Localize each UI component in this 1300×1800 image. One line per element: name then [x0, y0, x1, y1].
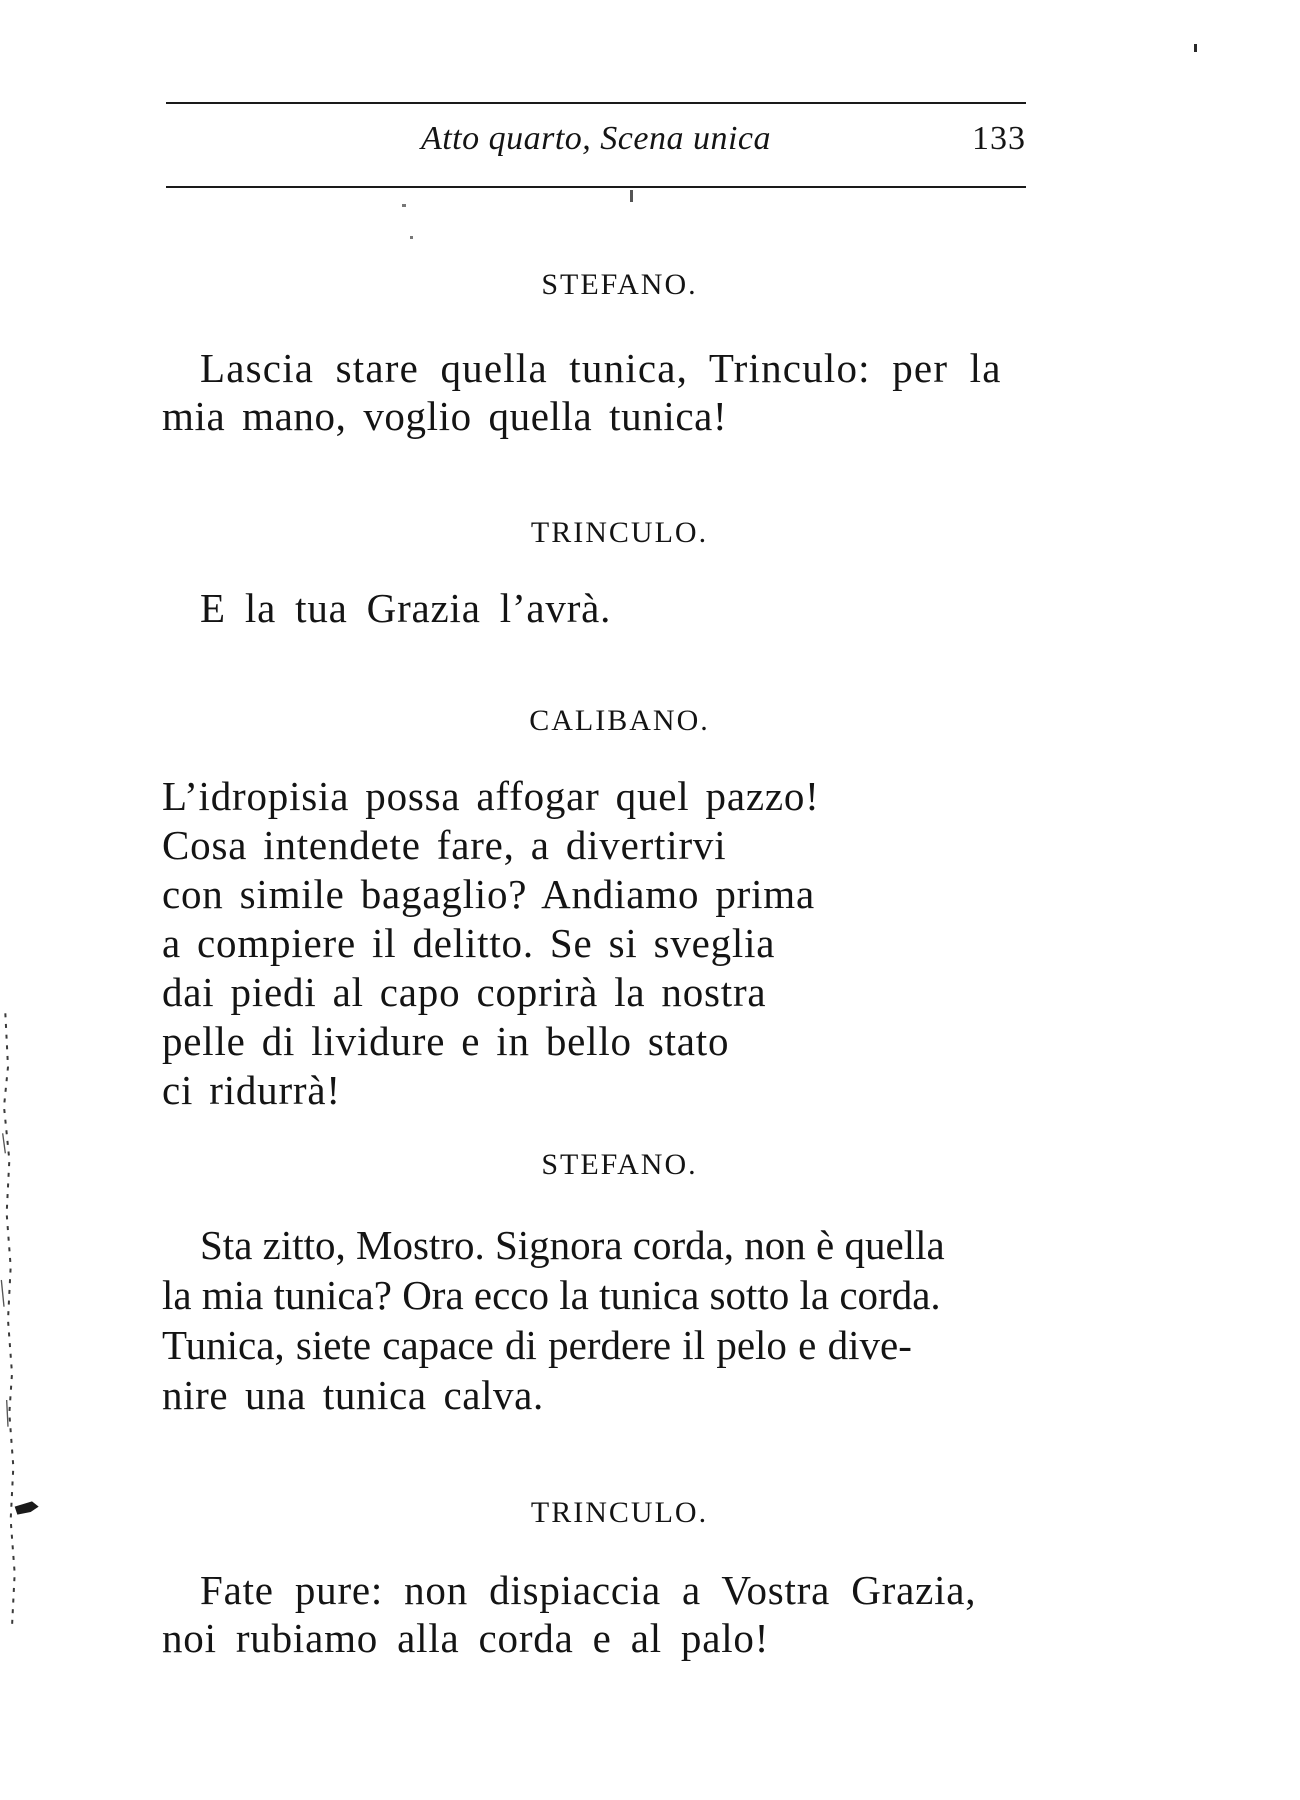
- speech-line: noi rubiamo alla corda e al palo!: [162, 1615, 770, 1661]
- verse-line: con simile bagaglio? Andiamo prima: [162, 871, 815, 917]
- speech-line: la mia tunica? Ora ecco la tunica sotto la corda.: [162, 1272, 941, 1318]
- speech-stefano-1: [162, 268, 1032, 302]
- speaker-name: TRINCULO.: [530, 516, 709, 549]
- scan-speck: [1194, 44, 1197, 52]
- header-rule-bottom: [166, 186, 1026, 188]
- verse-line: a compiere il delitto. Se si sveglia: [162, 920, 776, 966]
- speech-text: [162, 1220, 1032, 1420]
- speech-text: [162, 584, 1032, 632]
- speech-trinculo-1: [162, 516, 1032, 550]
- scan-speck: [410, 236, 413, 239]
- verse-line: Cosa intendete fare, a divertirvi: [162, 822, 727, 868]
- running-head: [166, 120, 1026, 168]
- running-title: Atto quarto, Scena unica: [420, 120, 772, 157]
- speaker-name: CALIBANO.: [529, 704, 710, 737]
- verse-line: pelle di lividure e in bello stato: [162, 1018, 730, 1064]
- speech-text: [162, 1566, 1032, 1662]
- speech-text: [162, 344, 1032, 440]
- speaker-name: TRINCULO.: [530, 1496, 709, 1529]
- margin-stain: [0, 760, 40, 1800]
- speech-trinculo-2: [162, 1496, 1032, 1530]
- speech-stefano-2: [162, 1148, 1032, 1182]
- speech-line: mia mano, voglio quella tunica!: [162, 393, 728, 439]
- page-number: 133: [972, 120, 1026, 157]
- speech-calibano: [162, 704, 1032, 738]
- verse-line: L’idropisia possa affogar quel pazzo!: [162, 773, 820, 819]
- speech-line: Sta zitto, Mostro. Signora corda, non è quella: [200, 1222, 945, 1268]
- speech-line: E la tua Grazia l’avrà.: [200, 585, 612, 631]
- speech-line: nire una tunica calva.: [162, 1372, 544, 1418]
- verse-line: ci ridurrà!: [162, 1067, 341, 1113]
- speech-line: Lascia stare quella tunica, Trinculo: per la: [200, 345, 1002, 391]
- scan-speck: [630, 190, 633, 202]
- speech-verse: [162, 772, 1032, 1115]
- speech-line: Tunica, siete capace di perdere il pelo e dive-: [162, 1322, 912, 1368]
- header-rule-top: [166, 102, 1026, 104]
- speaker-name: STEFANO.: [541, 1148, 698, 1181]
- verse-line: dai piedi al capo coprirà la nostra: [162, 969, 767, 1015]
- speaker-name: STEFANO.: [541, 268, 698, 301]
- speech-line: Fate pure: non dispiaccia a Vostra Grazia,: [200, 1567, 977, 1613]
- scan-speck: [402, 204, 406, 207]
